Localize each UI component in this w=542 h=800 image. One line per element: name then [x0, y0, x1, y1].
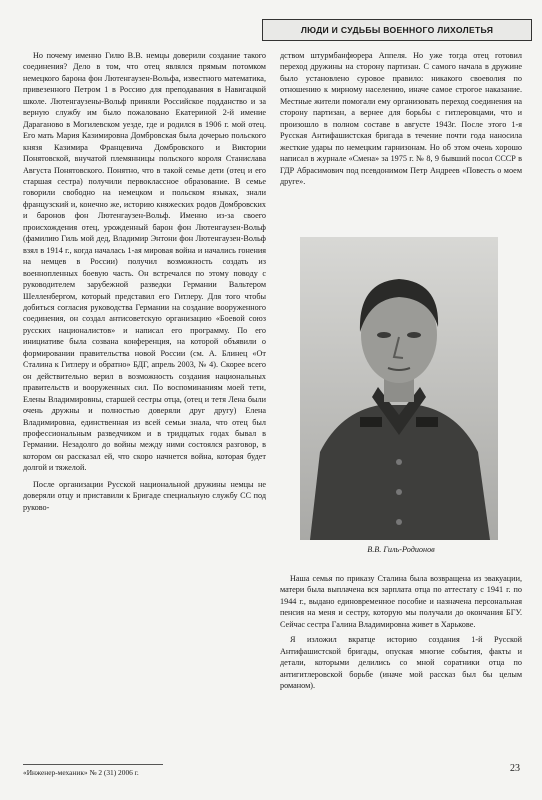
- paragraph: Наша семья по приказу Сталина была возвращена из эвакуации, матери была выплачена вся зарплата отца по аттестату с 1941 г. по 1944 г., выдано единовременное пособие и назначена персональная пенсия на меня и сестру, которую мы получали до окончания БГУ. Сейчас сестра Галина Владимировна живет в Харькове.: [280, 574, 522, 629]
- page-number: 23: [510, 763, 520, 774]
- right-bottom-column: [280, 573, 522, 758]
- photo-caption: В.В. Гиль-Родионов: [367, 545, 435, 554]
- footer-rule: [23, 764, 163, 765]
- paragraph: Но почему именно Гилю В.В. немцы доверили создание такого соединения? Дело в том, что отец являлся прямым потомком немецкого барона фон Лютенгаузен-Вольфа, известного математика, привезенного Петром 1 в Россию для преподавания в Навигацкой школе. Лютенгаузены-Вольф приняли Российское подданство и за верную службу им было пожаловано Екатериной 2-й имение Дараганово в Могилевском уезде, где и родился в 1906 г. мой отец. Его мать Мария Казимировна Домбровская была дочерью польского князя Казимира Францевича Домбровского и Виктории Понятовской, внучатой племянницы польского короля Станислава Августа Понятовского. Понятно, что в такой семье дети (отец и его старшая сестра) получили первоклассное образование. В семье говорили свободно на немецком и польском языках, знали французский и, конечно же, историю княжеских родов Домбровских и баронов фон Лютенгаузен-Вольф. Именно из-за своего происхождения отец, урожденный барон фон Лютенгаузен-Вольф (фамилию Гиль мой дед, Владимир Энтони фон Лютенгаузен-Вольф взял в 1914 г., когда началась 1-ая мировая война и начались гонения на немцев в России) получил возможность создать из военнопленных боевую часть. Он встречался по этому поводу с руководителем зарубежной разведки Германии Вальтером Шелленбергом, который представил его Гитлеру. Для того чтобы добиться согласия руководства Германии на создание вооруженного соединения, он создал антисоветскую организацию «Боевой союз русских националистов» и написал его программу. По его инициативе была созвана конференция, на которой объявили о формировании правительства новой России (см. А. Блинец «От Сталина к Гитлеру и обратно» БДГ, апрель 2003, № 4). Скорее всего он действительно верил в возможность создания национальных правительств и вооруженных сил. По воспоминаниям моей тети, Елены Владимировны, старшей сестры отца, (отец и тетя Лена были очень дружны и полностью доверяли друг другу) Елена Владимировна, единственная из всей семьи знала, что отец был профессиональным разведчиком и в тридцатых годах бывал в Германии. Незадолго до войны между ними состоялся разговор, в котором он рассказал ей, что скоро начнется война, которая будет долгой и тяжелой.: [23, 51, 266, 473]
- paragraph: дством штурмбанфюрера Аппеля. Но уже тогда отец готовил переход дружины на сторону партизан. С самого начала в дружине было установлено суровое правило: никакого своеволия по отношению к мирному населению, иначе самое строгое наказание. Местные жители помогали ему организовать переход соединения на сторону партизан, а вернее для борьбы с гитлеровцами, что и произошло в полном составе в августе 1943г. После этого 1-я Русская Антифашистская бригада в течение почти года наносила жесткие удары по немецким гарнизонам. Но об этом очень хорошо написал в журнале «Смена» за 1975 г. № 8, 9 бывший посол СССР в ГДР Абрасимович под псевдонимом Петр Андреев «Повесть о моем друге».: [280, 51, 522, 186]
- section-title: ЛЮДИ И СУДЬБЫ ВОЕННОГО ЛИХОЛЕТЬЯ: [300, 25, 494, 35]
- portrait-image: [300, 237, 498, 540]
- portrait-photo: [300, 237, 498, 540]
- right-top-column: [280, 50, 522, 226]
- paragraph: После организации Русской национальной дружины немцы не доверяли отцу и приставили к Бригаде специальную службу СС под руково-: [23, 479, 266, 512]
- left-column: [23, 50, 266, 758]
- journal-footer: «Инженер-механик» № 2 (31) 2006 г.: [23, 768, 139, 777]
- paragraph: Я изложил вкратце историю создания 1-й Русской Антифашистской бригады, опуская многие события, факты и детали, которыми делились со мной соратники отца по антигитлеровской борьбе (иначе мой рассказ был бы целым романом).: [280, 635, 522, 691]
- section-header: [262, 19, 532, 41]
